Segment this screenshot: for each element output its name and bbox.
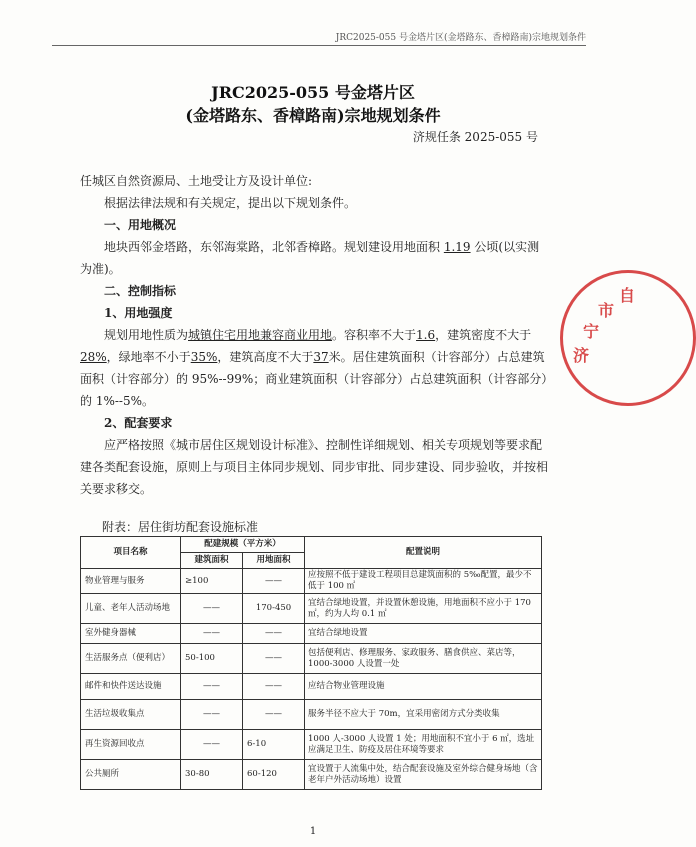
row-note: 宜结合绿地设置，并设置休憩设施，用地面积不应小于 170 ㎡，约为人均 0.1 ㎡ (305, 594, 542, 624)
row-name: 公共厕所 (81, 760, 181, 790)
row-note: 服务半径不应大于 70m，宜采用密闭方式分类收集 (305, 700, 542, 730)
document-body (80, 170, 550, 500)
item-name-header: 项目名称 (81, 537, 181, 569)
land-area-header: 用地面积 (243, 553, 305, 569)
row-name: 邮件和快件送达设施 (81, 674, 181, 700)
row-name: 生活服务点（便利店） (81, 644, 181, 674)
table-row (81, 644, 542, 674)
table-row (81, 594, 542, 624)
section-1-text-a: 地块西邻金塔路，东邻海棠路，北邻香樟路。规划建设用地面积 (104, 240, 441, 254)
section-2-heading: 二、控制指标 (104, 284, 177, 298)
seal-character-2: 宁 (583, 322, 600, 341)
row-note: 1000 人-3000 人设置 1 处；用地面积不宜小于 6 ㎡，选址应满足卫生、防疫及居住环境等要求 (305, 730, 542, 760)
row-land-area: 60-120 (243, 760, 305, 790)
floor-area-header: 建筑面积 (181, 553, 243, 569)
row-name: 物业管理与服务 (81, 569, 181, 594)
facility-standards-table (80, 536, 542, 790)
table-row (81, 624, 542, 644)
row-note: 应按照不低于建设工程项目总建筑面积的 5‰配置，最少不低于 100 ㎡ (305, 569, 542, 594)
land-intensity-text-c: ，建筑密度不大于 (435, 328, 532, 342)
supporting-facilities-paragraph: 应严格按照《城市居住区规划设计标准》、控制性详细规划、相关专项规划等要求配建各类配套设施，原则上与项目主体同步规划、同步审批、同步建设、同步验收，并按相关要求移交。 (80, 438, 549, 496)
seal-character-1: 济 (573, 346, 590, 365)
row-floor-area: —— (181, 594, 243, 624)
addressee: 任城区自然资源局、土地受让方及设计单位: (80, 174, 313, 188)
row-note: 包括便利店、修理服务、家政服务、膳食供应、菜店等，1000-3000 人设置一处 (305, 644, 542, 674)
coverage-value: 28% (80, 350, 107, 364)
height-value: 37 (313, 350, 329, 364)
table-row (81, 730, 542, 760)
land-intensity-text-b: 。容积率不大于 (332, 328, 417, 342)
land-use-value: 城镇住宅用地兼容商业用地 (188, 328, 333, 342)
section-1-text-b: 公顷(以实测为准)。 (80, 240, 540, 276)
notes-header: 配置说明 (305, 537, 542, 569)
table-header-row (81, 537, 542, 553)
row-floor-area: —— (181, 700, 243, 730)
intro-paragraph: 根据法律法规和有关规定，提出以下规划条件。 (104, 196, 357, 210)
land-intensity-text-e: ，建筑高度不大于 (217, 350, 314, 364)
page-number: 1 (309, 826, 317, 837)
row-floor-area: —— (181, 730, 243, 760)
land-intensity-paragraph (80, 324, 550, 412)
row-floor-area: —— (181, 624, 243, 644)
land-intensity-text-f: 米。居住建筑面积（计容部分）占总建筑面积（计容部分）的 95%--99%；商业建筑面积（计容部分）占总建筑面积（计容部分）的 1%--5%。 (80, 350, 548, 408)
row-floor-area: 30-80 (181, 760, 243, 790)
official-seal-stamp (560, 270, 696, 406)
green-ratio-value: 35% (190, 350, 218, 364)
row-note: 宜结合绿地设置 (305, 624, 542, 644)
land-intensity-text-a: 规划用地性质为 (104, 328, 189, 342)
table-row (81, 760, 542, 790)
row-land-area: 6-10 (243, 730, 305, 760)
section-1-paragraph (80, 236, 550, 280)
document-title-line-2: (金塔路东、香樟路南)宗地规划条件 (185, 106, 441, 125)
row-note: 应结合物业管理设施 (305, 674, 542, 700)
running-header: JRC2025-055 号金塔片区(金塔路东、香樟路南)宗地规划条件 (335, 33, 586, 43)
row-land-area: —— (243, 644, 305, 674)
table-row (81, 700, 542, 730)
land-intensity-text-d: ，绿地率不小于 (106, 350, 191, 364)
row-name: 再生资源回收点 (81, 730, 181, 760)
row-land-area: —— (243, 569, 305, 594)
row-name: 儿童、老年人活动场地 (81, 594, 181, 624)
section-1-heading: 一、用地概况 (104, 218, 177, 232)
row-floor-area: 50-100 (181, 644, 243, 674)
row-floor-area: —— (181, 674, 243, 700)
appendix-title: 附表：居住街坊配套设施标准 (102, 520, 259, 534)
scale-header: 配建规模（平方米） (181, 537, 305, 553)
site-area-value: 1.19 (443, 240, 471, 254)
document-number: 济规任条 2025-055 号 (412, 130, 538, 144)
header-rule (52, 45, 586, 46)
row-land-area: —— (243, 700, 305, 730)
row-land-area: —— (243, 674, 305, 700)
row-note: 宜设置于人流集中处，结合配套设施及室外综合健身场地（含老年户外活动场地）设置 (305, 760, 542, 790)
seal-character-3: 市 (598, 301, 615, 320)
far-value: 1.6 (416, 328, 436, 342)
subsection-1-heading: 1、用地强度 (104, 306, 173, 320)
row-floor-area: ≥100 (181, 569, 243, 594)
row-name: 生活垃圾收集点 (81, 700, 181, 730)
subsection-2-heading: 2、配套要求 (104, 416, 173, 430)
table-row (81, 674, 542, 700)
table-row (81, 569, 542, 594)
row-land-area: —— (243, 624, 305, 644)
document-title-line-1: JRC2025-055 号金塔片区 (211, 83, 415, 102)
seal-character-4: 自 (619, 286, 636, 305)
row-name: 室外健身器械 (81, 624, 181, 644)
row-land-area: 170-450 (243, 594, 305, 624)
